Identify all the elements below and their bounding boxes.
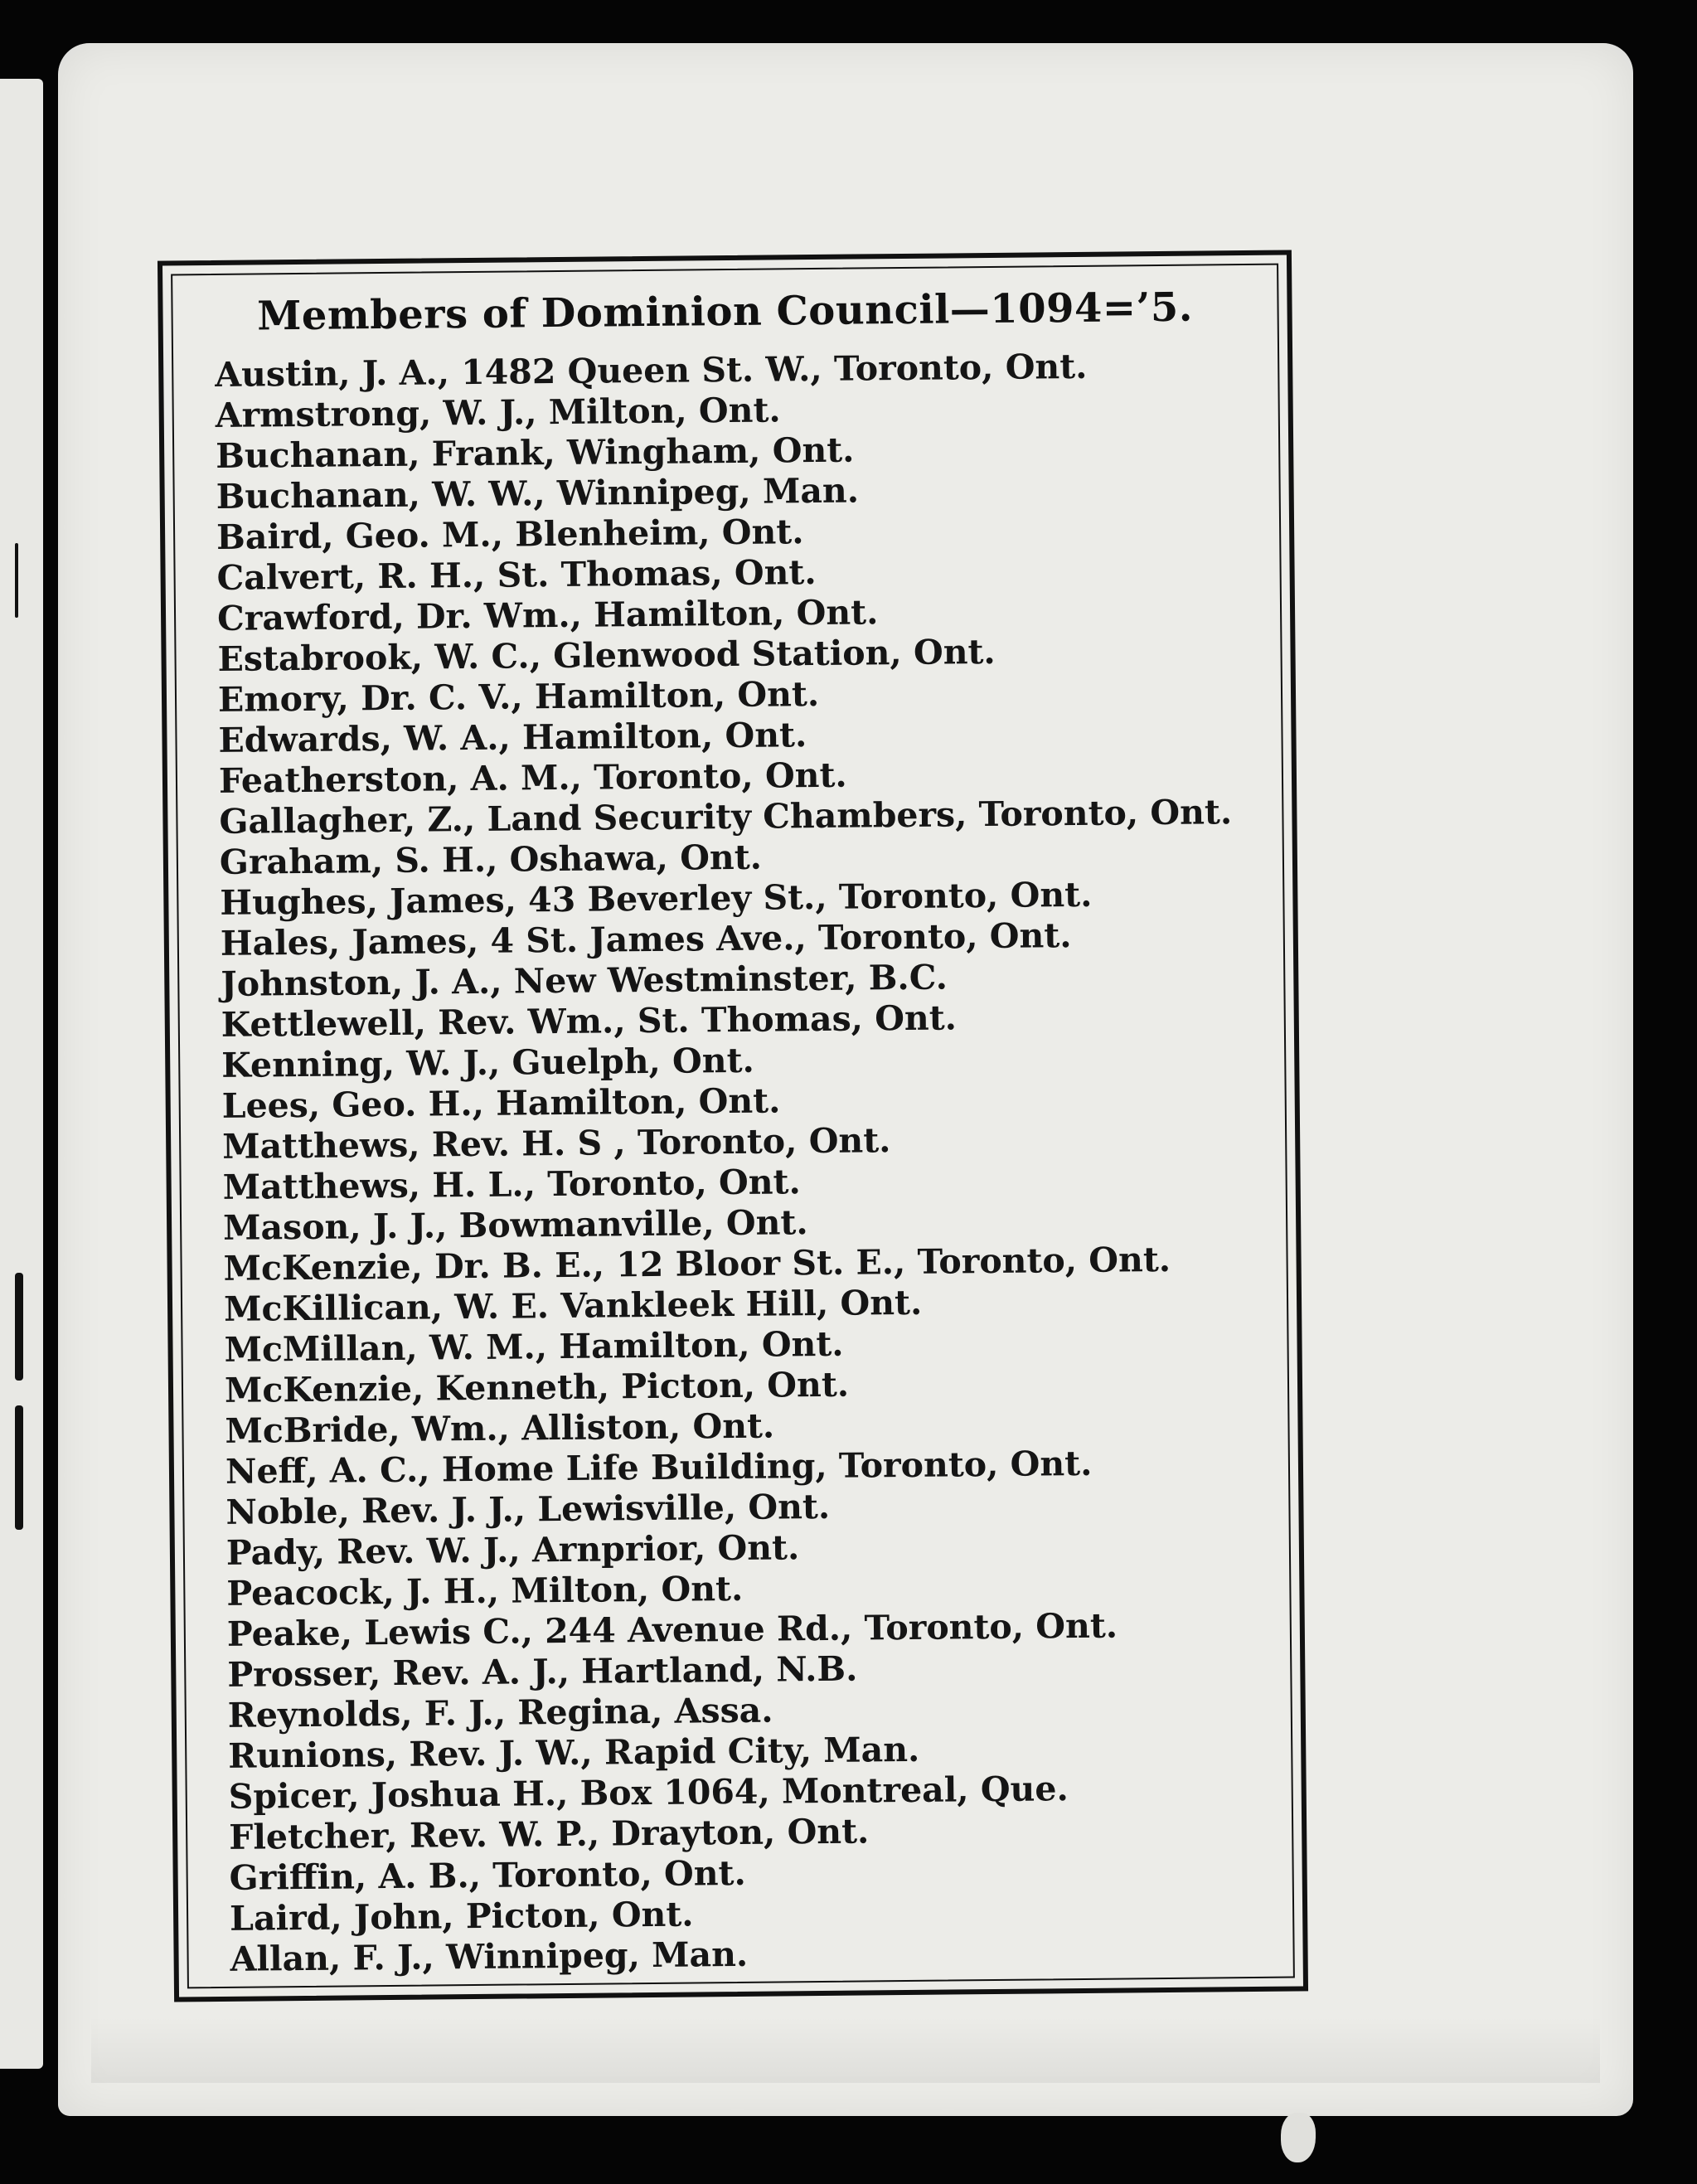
list-item: Runions, Rev. J. W., Rapid City, Man. <box>228 1729 920 1776</box>
list-item: Griffin, A. B., Toronto, Ont. <box>229 1852 746 1898</box>
list-item: Johnston, J. A., New Westminster, B.C. <box>221 957 948 1004</box>
list-item: Calvert, R. H., St. Thomas, Ont. <box>216 552 817 598</box>
edge-mark <box>15 1405 23 1530</box>
list-item: Estabrook, W. C., Glenwood Station, Ont. <box>217 631 996 679</box>
list-item: Lees, Geo. H., Hamilton, Ont. <box>221 1080 781 1126</box>
list-item: Peake, Lewis C., 244 Avenue Rd., Toronto, Ont. <box>226 1605 1118 1654</box>
list-item: Graham, S. H., Oshawa, Ont. <box>219 837 763 882</box>
list-item: Noble, Rev. J. J., Lewisville, Ont. <box>225 1486 831 1532</box>
list-item: Crawford, Dr. Wm., Hamilton, Ont. <box>216 592 879 638</box>
list-item: Kenning, W. J., Guelph, Ont. <box>221 1040 755 1085</box>
list-item: Prosser, Rev. A. J., Hartland, N.B. <box>227 1648 858 1695</box>
list-item: McMillan, W. M., Hamilton, Ont. <box>224 1323 844 1370</box>
list-item: Hughes, James, 43 Beverley St., Toronto, Ont. <box>220 874 1093 923</box>
list-item: Mason, J. J., Bowmanville, Ont. <box>222 1202 808 1248</box>
list-item: Emory, Dr. C. V., Hamilton, Ont. <box>217 673 820 720</box>
list-item: Spicer, Joshua H., Box 1064, Montreal, Que. <box>228 1769 1069 1817</box>
list-item: Allan, F. J., Winnipeg, Man. <box>230 1934 749 1979</box>
list-item: Reynolds, F. J., Regina, Assa. <box>227 1690 773 1735</box>
edge-mark <box>15 543 18 618</box>
list-item: Edwards, W. A., Hamilton, Ont. <box>218 715 807 760</box>
list-item: McKenzie, Kenneth, Picton, Ont. <box>224 1364 850 1410</box>
list-item: Buchanan, Frank, Wingham, Ont. <box>215 430 855 476</box>
edge-mark <box>15 1273 23 1381</box>
list-item: Matthews, Rev. H. S , Toronto, Ont. <box>221 1120 891 1167</box>
list-item: Pady, Rev. W. J., Arnprior, Ont. <box>225 1527 800 1573</box>
list-item: McBride, Wm., Alliston, Ont. <box>225 1405 775 1451</box>
list-item: McKillican, W. E. Vankleek Hill, Ont. <box>223 1282 923 1329</box>
paper-blotch <box>1281 2113 1316 2162</box>
list-item: Neff, A. C., Home Life Building, Toronto, Ont. <box>225 1443 1093 1492</box>
page-title: Members of Dominion Council—1094=’5. <box>256 284 1194 340</box>
list-item: Kettlewell, Rev. Wm., St. Thomas, Ont. <box>221 997 958 1045</box>
list-item: Matthews, H. L., Toronto, Ont. <box>222 1162 801 1207</box>
bordered-list-frame <box>158 250 1308 2002</box>
list-item: Armstrong, W. J., Milton, Ont. <box>215 390 781 435</box>
list-item: Baird, Geo. M., Blenheim, Ont. <box>216 512 804 557</box>
page-shading <box>91 2017 1600 2083</box>
list-item: Featherston, A. M., Toronto, Ont. <box>218 755 847 801</box>
list-item: Fletcher, Rev. W. P., Drayton, Ont. <box>228 1811 870 1857</box>
member-list <box>215 345 1287 1980</box>
list-item: Austin, J. A., 1482 Queen St. W., Toronto, Ont. <box>215 346 1088 395</box>
list-item: Gallagher, Z., Land Security Chambers, Toronto, Ont. <box>219 792 1233 842</box>
facing-page-edge <box>0 79 43 2069</box>
list-item: Hales, James, 4 St. James Ave., Toronto, Ont. <box>220 915 1072 963</box>
list-item: Laird, John, Picton, Ont. <box>229 1894 694 1939</box>
list-item: McKenzie, Dr. B. E., 12 Bloor St. E., Toronto, Ont. <box>223 1239 1171 1289</box>
list-item: Buchanan, W. W., Winnipeg, Man. <box>216 470 860 517</box>
list-item: Peacock, J. H., Milton, Ont. <box>226 1568 744 1614</box>
